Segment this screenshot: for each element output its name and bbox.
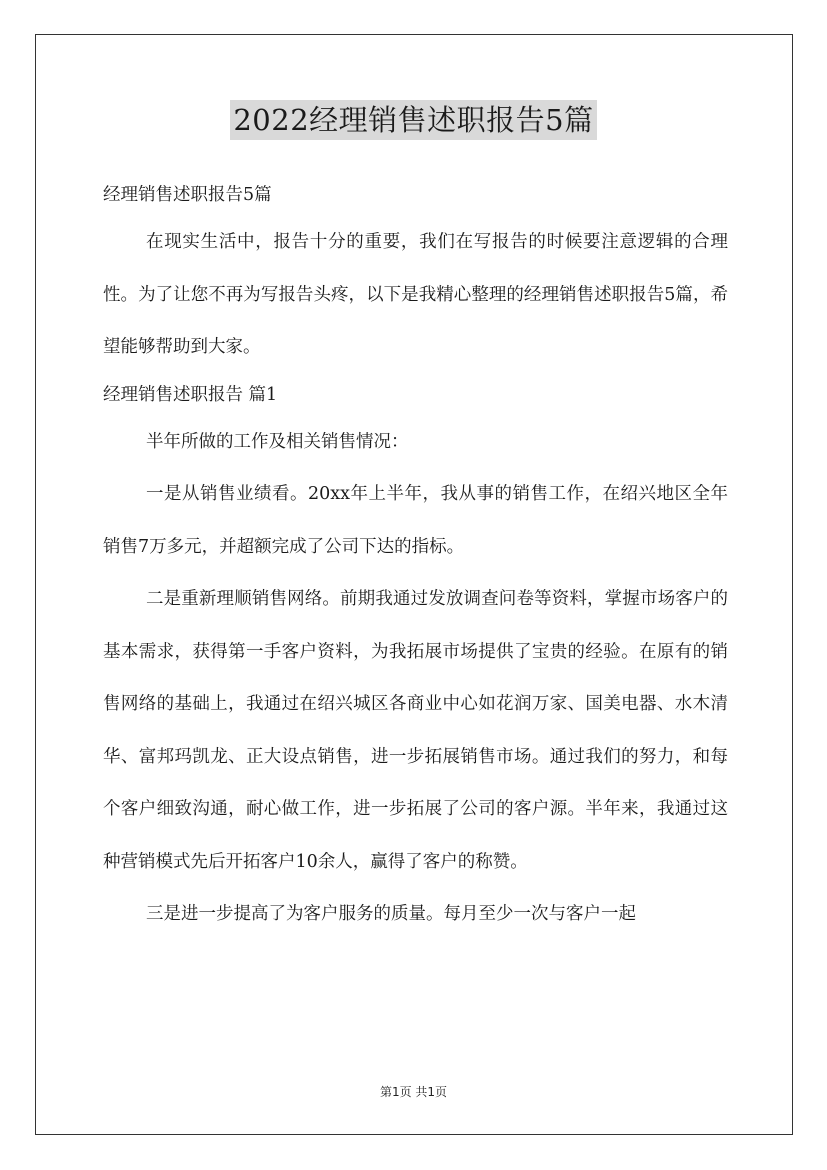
section-heading: 经理销售述职报告 篇1 xyxy=(103,384,278,405)
document-title: 2022经理销售述职报告5篇 xyxy=(230,100,596,140)
body-paragraph: 二是重新理顺销售网络。前期我通过发放调查问卷等资料，掌握市场客户的基本需求，获得第一手客户资料，为我拓展市场提供了宝贵的经验。在原有的销售网络的基础上，我通过在绍兴城区各商业中心如花润万家、国美电器、水木清华、富邦玛凯龙、正大设点销售，进一步拓展销售市场。通过我们的努力，和每个客户细致沟通，耐心做工作，进一步拓展了公司的客户源。半年来，我通过这种营销模式先后开拓客户10余人，赢得了客户的称赞。 xyxy=(103,589,728,872)
body-paragraph: 三是进一步提高了为客户服务的质量。每月至少一次与客户一起 xyxy=(146,904,636,924)
page-footer: 第1页 共1页 xyxy=(379,1085,448,1099)
title-container xyxy=(0,100,827,140)
body-paragraph: 一是从销售业绩看。20xx年上半年，我从事的销售工作，在绍兴地区全年销售7万多元，并超额完成了公司下达的指标。 xyxy=(103,484,728,557)
subtitle: 经理销售述职报告5篇 xyxy=(103,185,272,205)
intro-paragraph: 在现实生活中，报告十分的重要，我们在写报告的时候要注意逻辑的合理性。为了让您不再为写报告头疼，以下是我精心整理的经理销售述职报告5篇，希望能够帮助到大家。 xyxy=(103,232,728,357)
document-body xyxy=(103,174,728,941)
body-paragraph: 半年所做的工作及相关销售情况： xyxy=(146,431,409,452)
